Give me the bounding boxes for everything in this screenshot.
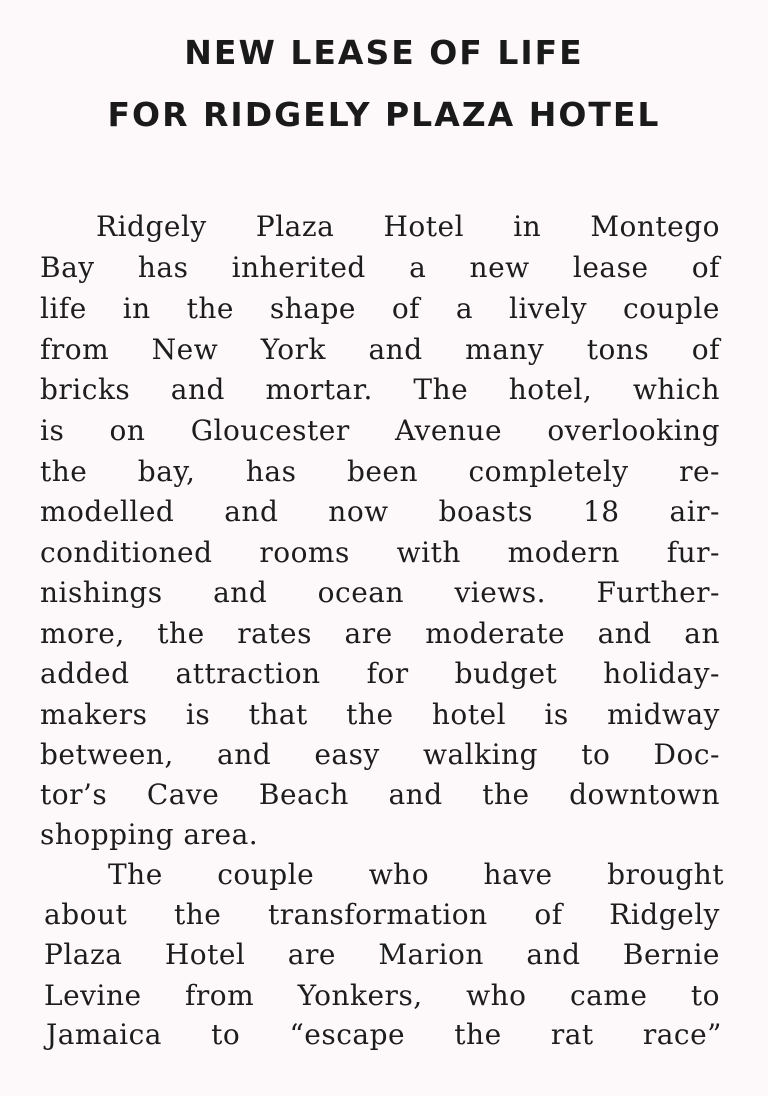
paragraph-2-line: about the transformation of Ridgely bbox=[44, 898, 720, 931]
paragraph-1-line: makers is that the hotel is midway bbox=[40, 698, 720, 731]
paragraph-2-line: Plaza Hotel are Marion and Bernie bbox=[44, 938, 720, 971]
paragraph-1-line: Bay has inherited a new lease of bbox=[40, 251, 720, 284]
paragraph-1-line: modelled and now boasts 18 air- bbox=[40, 495, 720, 528]
paragraph-2-line: Jamaica to “escape the rat race” bbox=[46, 1018, 722, 1051]
paragraph-1-line: Ridgely Plaza Hotel in Montego bbox=[96, 210, 720, 243]
paragraph-1-line: more, the rates are moderate and an bbox=[40, 617, 720, 650]
paragraph-2-line: Levine from Yonkers, who came to bbox=[44, 979, 720, 1012]
headline-line-1: NEW LEASE OF LIFE bbox=[184, 33, 584, 72]
paragraph-1-line: bricks and mortar. The hotel, which bbox=[40, 373, 720, 406]
paragraph-1-line: is on Gloucester Avenue overlooking bbox=[40, 414, 720, 447]
paragraph-1-line: from New York and many tons of bbox=[40, 333, 720, 366]
paragraph-1-line: between, and easy walking to Doc- bbox=[40, 738, 720, 771]
paragraph-1-line: the bay, has been completely re- bbox=[40, 455, 720, 488]
headline-line-2: FOR RIDGELY PLAZA HOTEL bbox=[107, 95, 661, 134]
paragraph-1-line: tor’s Cave Beach and the downtown bbox=[40, 778, 720, 811]
paragraph-1-line: nishings and ocean views. Further- bbox=[40, 576, 720, 609]
paragraph-1-line: life in the shape of a lively couple bbox=[40, 292, 720, 325]
paragraph-1-line: shopping area. bbox=[40, 818, 259, 851]
paragraph-2-line: The couple who have brought bbox=[108, 858, 724, 891]
paragraph-1-line: conditioned rooms with modern fur- bbox=[40, 536, 720, 569]
paragraph-1-line: added attraction for budget holiday- bbox=[40, 657, 720, 690]
